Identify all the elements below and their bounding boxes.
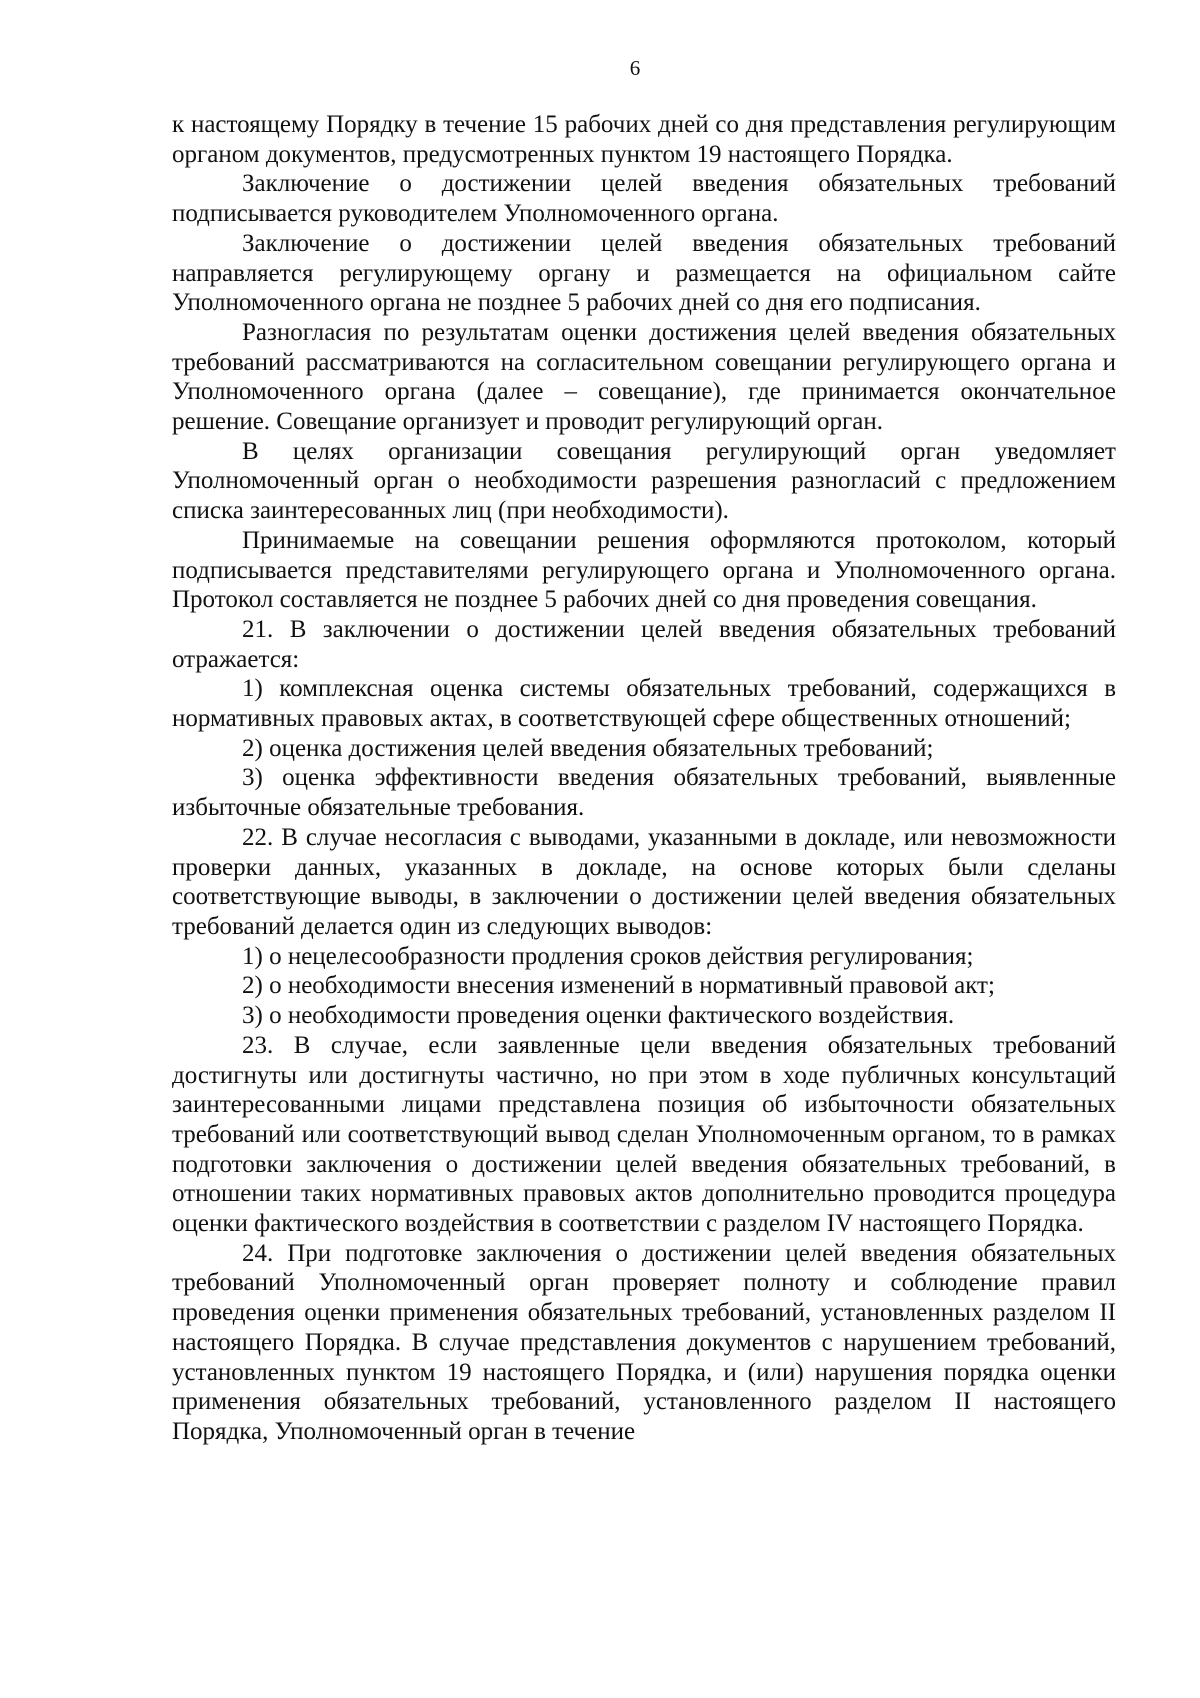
paragraph-disagreements: Разногласия по результатам оценки достижения целей введения обязательных требований рассматриваются на согласительном совещании регулирующего органа и Уполномоченного органа (далее – совещание), где принимается окончательное решение. Совещание организует и проводит регулирующий орган. — [172, 318, 1116, 436]
clause-22-item-1: 1) о нецелесообразности продления сроков действия регулирования; — [242, 942, 974, 970]
clause-21-item-3: 3) оценка эффективности введения обязательных требований, выявленные избыточные обязательные требования. — [172, 764, 1116, 822]
paragraph-conclusion-signing: Заключение о достижении целей введения обязательных требований подписывается руководителем Уполномоченного органа. — [172, 170, 1116, 228]
clause-21: 21. В заключении о достижении целей введения обязательных требований отражается: — [172, 615, 1116, 673]
clause-22-item-2: 2) о необходимости внесения изменений в нормативный правовой акт; — [242, 972, 995, 1000]
clause-23: 23. В случае, если заявленные цели введения обязательных требований достигнуты или достигнуты частично, но при этом в ходе публичных консультаций заинтересованными лицами представлена позиция об избыточности обязательных требований или соответствующий вывод сделан Уполномоченным органом, то в рамках подготовки заключения о достижении целей введения обязательных требований, в отношении таких нормативных правовых актов дополнительно проводится процедура оценки фактического воздействия в соответствии с разделом IV настоящего Порядка. — [172, 1031, 1116, 1238]
document-body — [172, 110, 1116, 1447]
page-number: 6 — [629, 56, 641, 80]
clause-24: 24. При подготовке заключения о достижении целей введения обязательных требований Уполномоченный орган проверяет полноту и соблюдение правил проведения оценки применения обязательных требований, установленных разделом II настоящего Порядка. В случае представления документов с нарушением требований, установленных пунктом 19 настоящего Порядка, и (или) нарушения порядка оценки применения обязательных требований, установленного разделом II настоящего Порядка, Уполномоченный орган в течение — [172, 1239, 1116, 1445]
clause-21-item-1: 1) комплексная оценка системы обязательных требований, содержащихся в нормативных правовых актах, в соответствующей сфере общественных отношений; — [172, 675, 1116, 733]
clause-21-item-2: 2) оценка достижения целей введения обязательных требований; — [242, 734, 934, 762]
paragraph-meeting-protocol: Принимаемые на совещании решения оформляются протоколом, который подписывается представителями регулирующего органа и Уполномоченного органа. Протокол составляется не позднее 5 рабочих дней со дня проведения совещания. — [172, 526, 1116, 614]
clause-22: 22. В случае несогласия с выводами, указанными в докладе, или невозможности проверки данных, указанных в докладе, на основе которых были сделаны соответствующие выводы, в заключении о достижении целей введения обязательных требований делается один из следующих выводов: — [172, 823, 1116, 940]
paragraph-meeting-notice: В целях организации совещания регулирующий орган уведомляет Уполномоченный орган о необходимости разрешения разногласий с предложением списка заинтересованных лиц (при необходимости). — [172, 437, 1116, 525]
paragraph-conclusion-publication: Заключение о достижении целей введения обязательных требований направляется регулирующему органу и размещается на официальном сайте Уполномоченного органа не позднее 5 рабочих дней со дня его подписания. — [172, 229, 1116, 317]
clause-22-item-3: 3) о необходимости проведения оценки фактического воздействия. — [242, 1002, 955, 1030]
paragraph-continuation: к настоящему Порядку в течение 15 рабочих дней со дня представления регулирующим органом документов, предусмотренных пунктом 19 настоящего Порядка. — [172, 111, 1116, 168]
